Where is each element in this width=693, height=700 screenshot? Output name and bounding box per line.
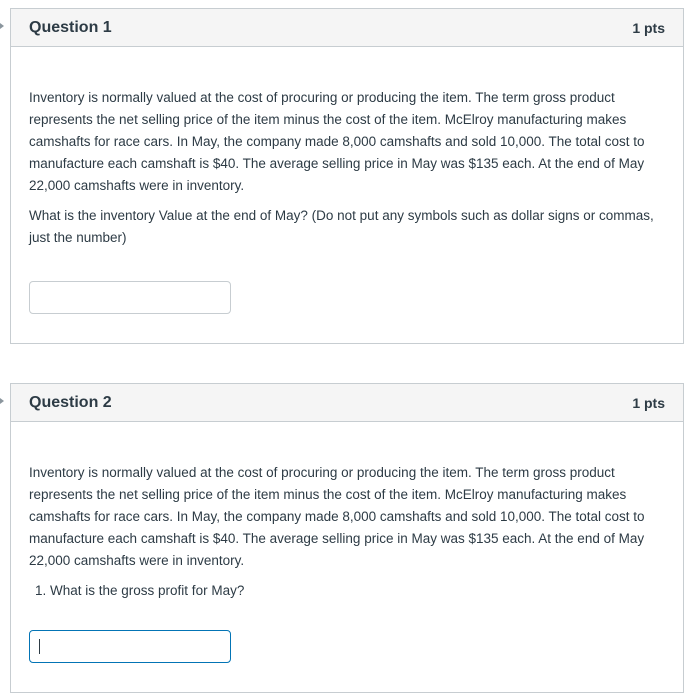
question-1-body xyxy=(11,47,683,249)
question-1-text: Inventory is normally valued at the cost of procuring or producing the item. The term gross product represents the net selling price of the item minus the cost of the item. McElroy manufacturing makes camshafts for race cars. In May, the company made 8,000 camshafts and sold 10,000. The total cost to manufacture each camshaft is $40. The average selling price in May was $135 each. At the end of May 22,000 camshafts were in inventory. xyxy=(29,90,645,193)
question-2-body xyxy=(11,422,683,602)
question-1-header xyxy=(11,9,683,47)
question-2-header xyxy=(11,384,683,422)
question-1-card xyxy=(10,8,684,344)
text-cursor xyxy=(39,639,40,654)
question-2-answer-input[interactable] xyxy=(29,630,231,663)
question-1-marker-icon xyxy=(0,23,4,29)
question-2-prompt: 1. What is the gross profit for May? xyxy=(35,583,245,598)
question-2-title: Question 2 xyxy=(29,393,112,411)
question-2-list xyxy=(29,580,665,602)
question-2-marker-icon xyxy=(0,398,4,404)
question-2-text: Inventory is normally valued at the cost of procuring or producing the item. The term gross product represents the net selling price of the item minus the cost of the item. McElroy manufacturing makes camshafts for race cars. In May, the company made 8,000 camshafts and sold 10,000. The total cost to manufacture each camshaft is $40. The average selling price in May was $135 each. At the end of May 22,000 camshafts were in inventory. xyxy=(29,465,645,568)
question-2-card xyxy=(10,383,684,693)
question-1-points: 1 pts xyxy=(632,19,665,36)
question-1-prompt: What is the inventory Value at the end of May? (Do not put any symbols such as dollar signs or commas, just the number) xyxy=(29,208,654,245)
question-2-points: 1 pts xyxy=(632,394,665,411)
question-1-title: Question 1 xyxy=(29,18,112,36)
question-1-answer-input[interactable] xyxy=(29,281,231,314)
